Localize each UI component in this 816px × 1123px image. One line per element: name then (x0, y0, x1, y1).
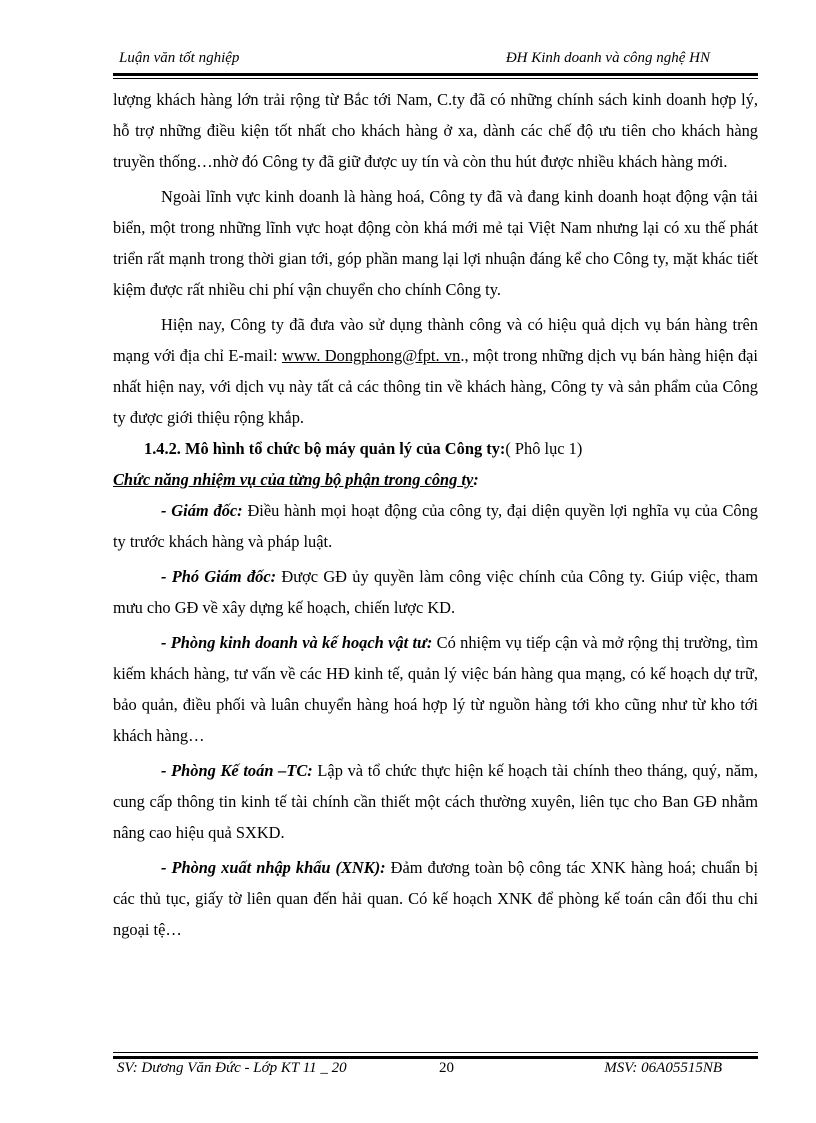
page-header (113, 48, 758, 70)
role-item-deputy-director (113, 561, 758, 623)
footer-rule-thin (113, 1052, 758, 1053)
role-item-director (113, 495, 758, 557)
role-label: - Phòng xuất nhập khẩu (XNK): (161, 858, 386, 877)
footer-student-info: SV: Dương Văn Đức - Lớp KT 11 _ 20 (117, 1060, 347, 1076)
role-label: - Phó Giám đốc: (161, 567, 277, 586)
section-heading (113, 433, 758, 464)
page-footer (113, 1060, 758, 1082)
section-heading-note: ( Phô lục 1) (505, 439, 583, 458)
paragraph-1: lượng khách hàng lớn trải rộng từ Bắc tới Nam, C.ty đã có những chính sách kinh doanh hợp lý, hỗ trợ những điều kiện tốt nhất cho khách hàng ở xa, dành các chế độ ưu tiên cho khách hàng truyền thống…nhờ đó Công ty đã giữ được uy tín và còn thu hút được nhiều khách hàng mới. (113, 90, 758, 171)
footer-rule-thick (113, 1056, 758, 1059)
page-body (113, 84, 758, 945)
role-text: Được GĐ ủy quyền làm công việc chính của Công ty. Giúp việc, tham mưu cho GĐ về xây dựng kế hoạch, chiến lược KD. (113, 567, 758, 617)
paragraph-3-text-a: Hiện nay, Công ty đã đưa vào sử dụng thành công và có hiệu quả dịch vụ bán hàng trên mạng với địa chỉ E-mail: (113, 315, 758, 365)
section-heading-text: 1.4.2. Mô hình tổ chức bộ máy quản lý của Công ty: (144, 439, 506, 458)
header-rule-thick (113, 73, 758, 76)
paragraph-3 (113, 309, 758, 433)
email-link[interactable]: www. Dongphong@fpt. vn (281, 346, 461, 365)
paragraph-2: Ngoài lĩnh vực kinh doanh là hàng hoá, Công ty đã và đang kinh doanh hoạt động vận tải biển, một trong những lĩnh vực hoạt động còn khá mới mẻ tại Việt Nam nhưng lại có xu thế phát triển rất mạnh trong thời gian tới, góp phần mang lại lợi nhuận đáng kể cho Công ty, mặt khác tiết kiệm được rất nhiều chi phí vận chuyển cho chính Công ty. (113, 187, 758, 299)
role-item-business-dept (113, 627, 758, 751)
subheading (113, 464, 758, 495)
role-item-accounting-dept (113, 755, 758, 848)
header-left-text: Luận văn tốt nghiệp (119, 50, 240, 66)
role-text: Có nhiệm vụ tiếp cận và mở rộng thị trường, tìm kiếm khách hàng, tư vấn về các HĐ kinh tế, quản lý việc bán hàng qua mạng, có kế hoạch dự trữ, bảo quản, điều phối và luân chuyển hàng hoá hợp lý từ nguồn hàng tới kho cũng như từ kho tới khách hàng… (113, 633, 758, 745)
header-right-text: ĐH Kinh doanh và công nghệ HN (505, 50, 710, 66)
role-label: - Giám đốc: (161, 501, 243, 520)
subheading-colon: : (473, 470, 479, 489)
header-rule-thin (113, 78, 758, 79)
role-text: Điều hành mọi hoạt động của công ty, đại diện quyền lợi nghĩa vụ của Công ty trước khách hàng và pháp luật. (113, 501, 758, 551)
role-text: Đảm đương toàn bộ công tác XNK hàng hoá; chuẩn bị các thủ tục, giấy tờ liên quan đến hải quan. Có kế hoạch XNK để phòng kế toán cân đối thu chi ngoại tệ… (113, 858, 758, 939)
role-label: - Phòng Kế toán –TC: (161, 761, 313, 780)
page-number: 20 (439, 1060, 454, 1076)
subheading-text: Chức năng nhiệm vụ của từng bộ phận trong công ty (113, 470, 474, 489)
footer-student-id: MSV: 06A05515NB (604, 1060, 722, 1076)
role-item-import-export-dept (113, 852, 758, 945)
role-text: Lập và tổ chức thực hiện kế hoạch tài chính theo tháng, quý, năm, cung cấp thông tin kinh tế tài chính cần thiết một cách thường xuyên, liên tục cho Ban GĐ nhằm nâng cao hiệu quả SXKD. (113, 761, 758, 842)
paragraph-3-text-b: ., một trong những dịch vụ bán hàng hiện đại nhất hiện nay, với dịch vụ này tất cả các thông tin về khách hàng, Công ty và sản phẩm của Công ty được giới thiệu rộng khắp. (113, 346, 758, 427)
role-label: - Phòng kinh doanh và kế hoạch vật tư: (161, 633, 433, 652)
